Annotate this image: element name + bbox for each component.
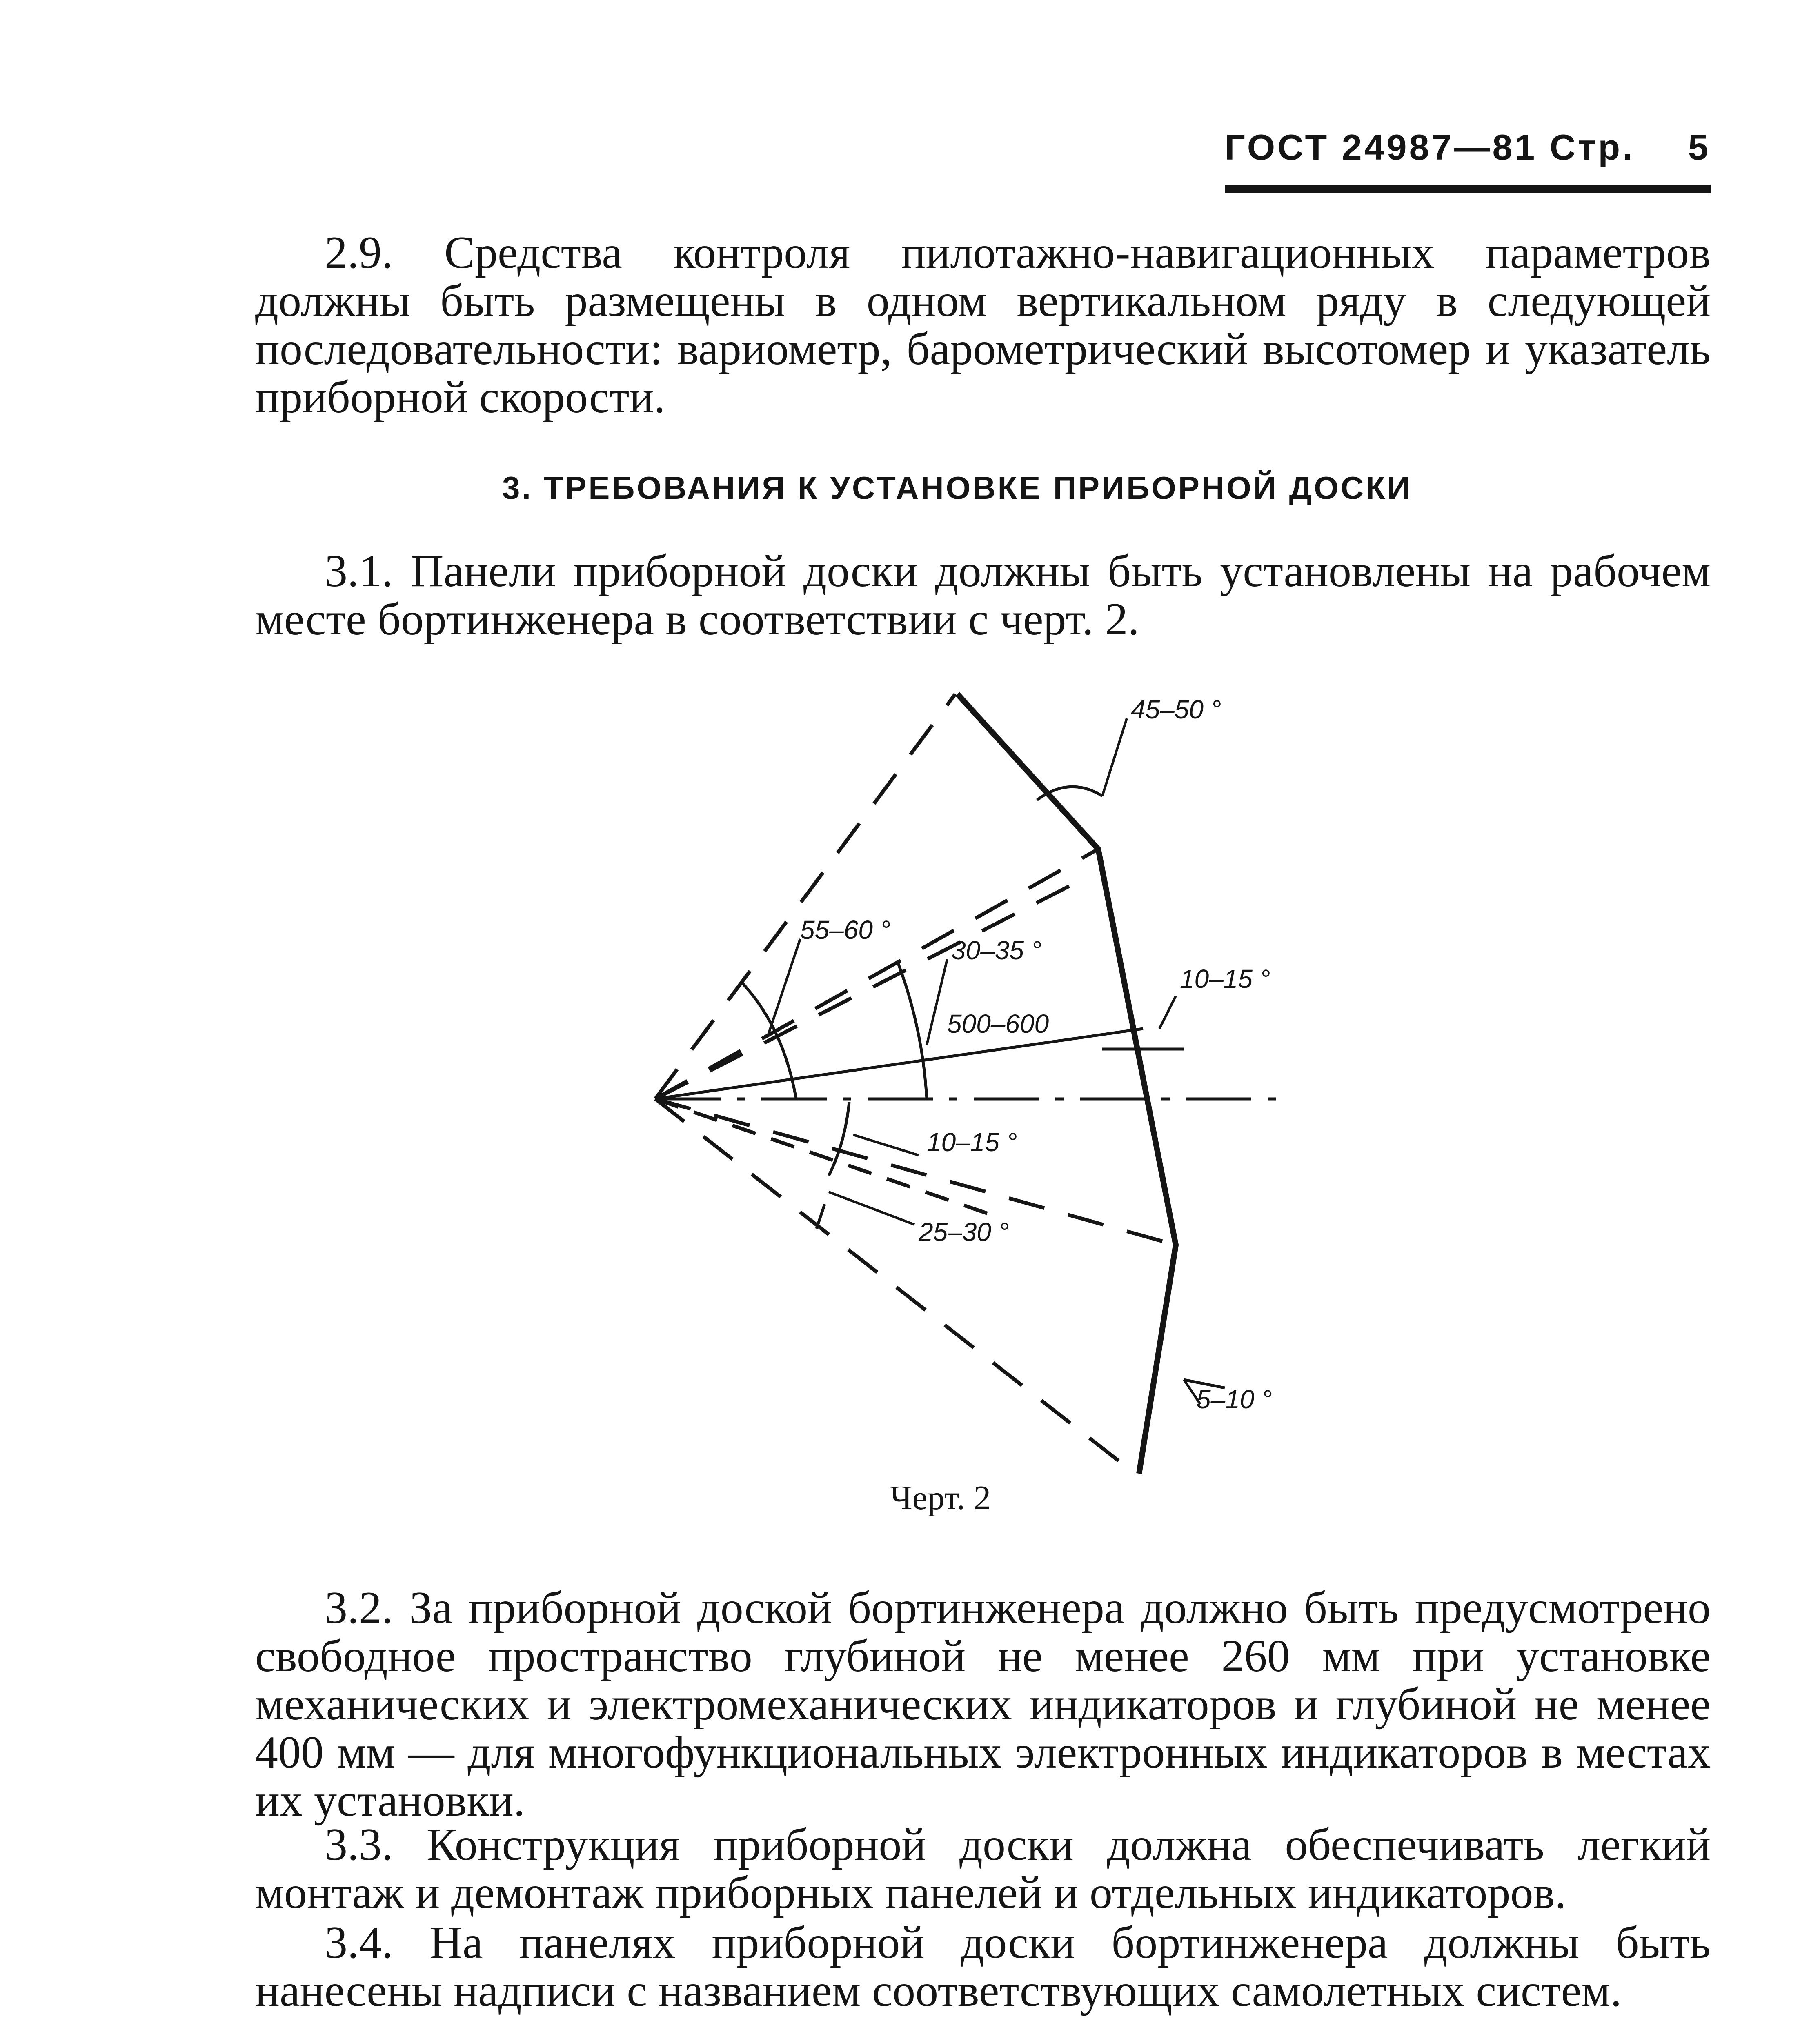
- distance-label-500-600: 500–600: [947, 1009, 1049, 1038]
- angle-label-55-60: 55–60 °: [800, 915, 891, 945]
- paragraph-3-4: 3.4. На панелях приборной доски бортинженера должны быть нанесены надписи с названием соответствующих самолетных систем.: [255, 1917, 1711, 2016]
- paragraph-3-2: 3.2. За приборной доской бортинженера должно быть предусмотрено свободное пространство глубиной не менее 260 мм при установке механических и электромеханических индикаторов и глубиной не менее 400 мм — для многофункциональных электронных индикаторов в местах их установки.: [255, 1583, 1711, 1826]
- figure-caption: Черт. 2: [890, 1479, 991, 1517]
- page-number: 5: [1688, 127, 1711, 167]
- angle-label-10-15-upper: 10–15 °: [1180, 964, 1270, 994]
- paragraph-3-1: 3.1. Панели приборной доски должны быть установлены на рабочем месте бортинженера в соответствии с черт. 2.: [255, 546, 1711, 645]
- angle-label-5-10: 5–10 °: [1196, 1385, 1272, 1414]
- panel-profile: [957, 694, 1176, 1474]
- angle-label-30-35: 30–35 °: [951, 936, 1042, 965]
- leader-lines: [768, 718, 1200, 1404]
- dimension-labels: [800, 695, 1272, 1414]
- paragraph-3-3: 3.3. Конструкция приборной доски должна обеспечивать легкий монтаж и демонтаж приборных панелей и отдельных индикаторов.: [255, 1819, 1711, 1918]
- paragraph-2-9: 2.9. Средства контроля пилотажно-навигационных параметров должны быть размещены в одном вертикальном ряду в следующей последовательности: вариометр, барометрический высотомер и указатель приборной скорости.: [255, 227, 1711, 422]
- angle-arcs: [743, 787, 1225, 1388]
- standard-designation: ГОСТ 24987—81 Стр.: [1225, 127, 1635, 167]
- angle-label-45-50: 45–50 °: [1131, 695, 1221, 724]
- angle-label-10-15-lower: 10–15 °: [927, 1127, 1017, 1157]
- horizontal-axis: [655, 1029, 1278, 1099]
- angle-label-25-30: 25–30 °: [919, 1217, 1009, 1247]
- section-title: 3. ТРЕБОВАНИЯ К УСТАНОВКЕ ПРИБОРНОЙ ДОСКИ: [502, 470, 1412, 506]
- dashed-sight-lines: [655, 694, 1176, 1474]
